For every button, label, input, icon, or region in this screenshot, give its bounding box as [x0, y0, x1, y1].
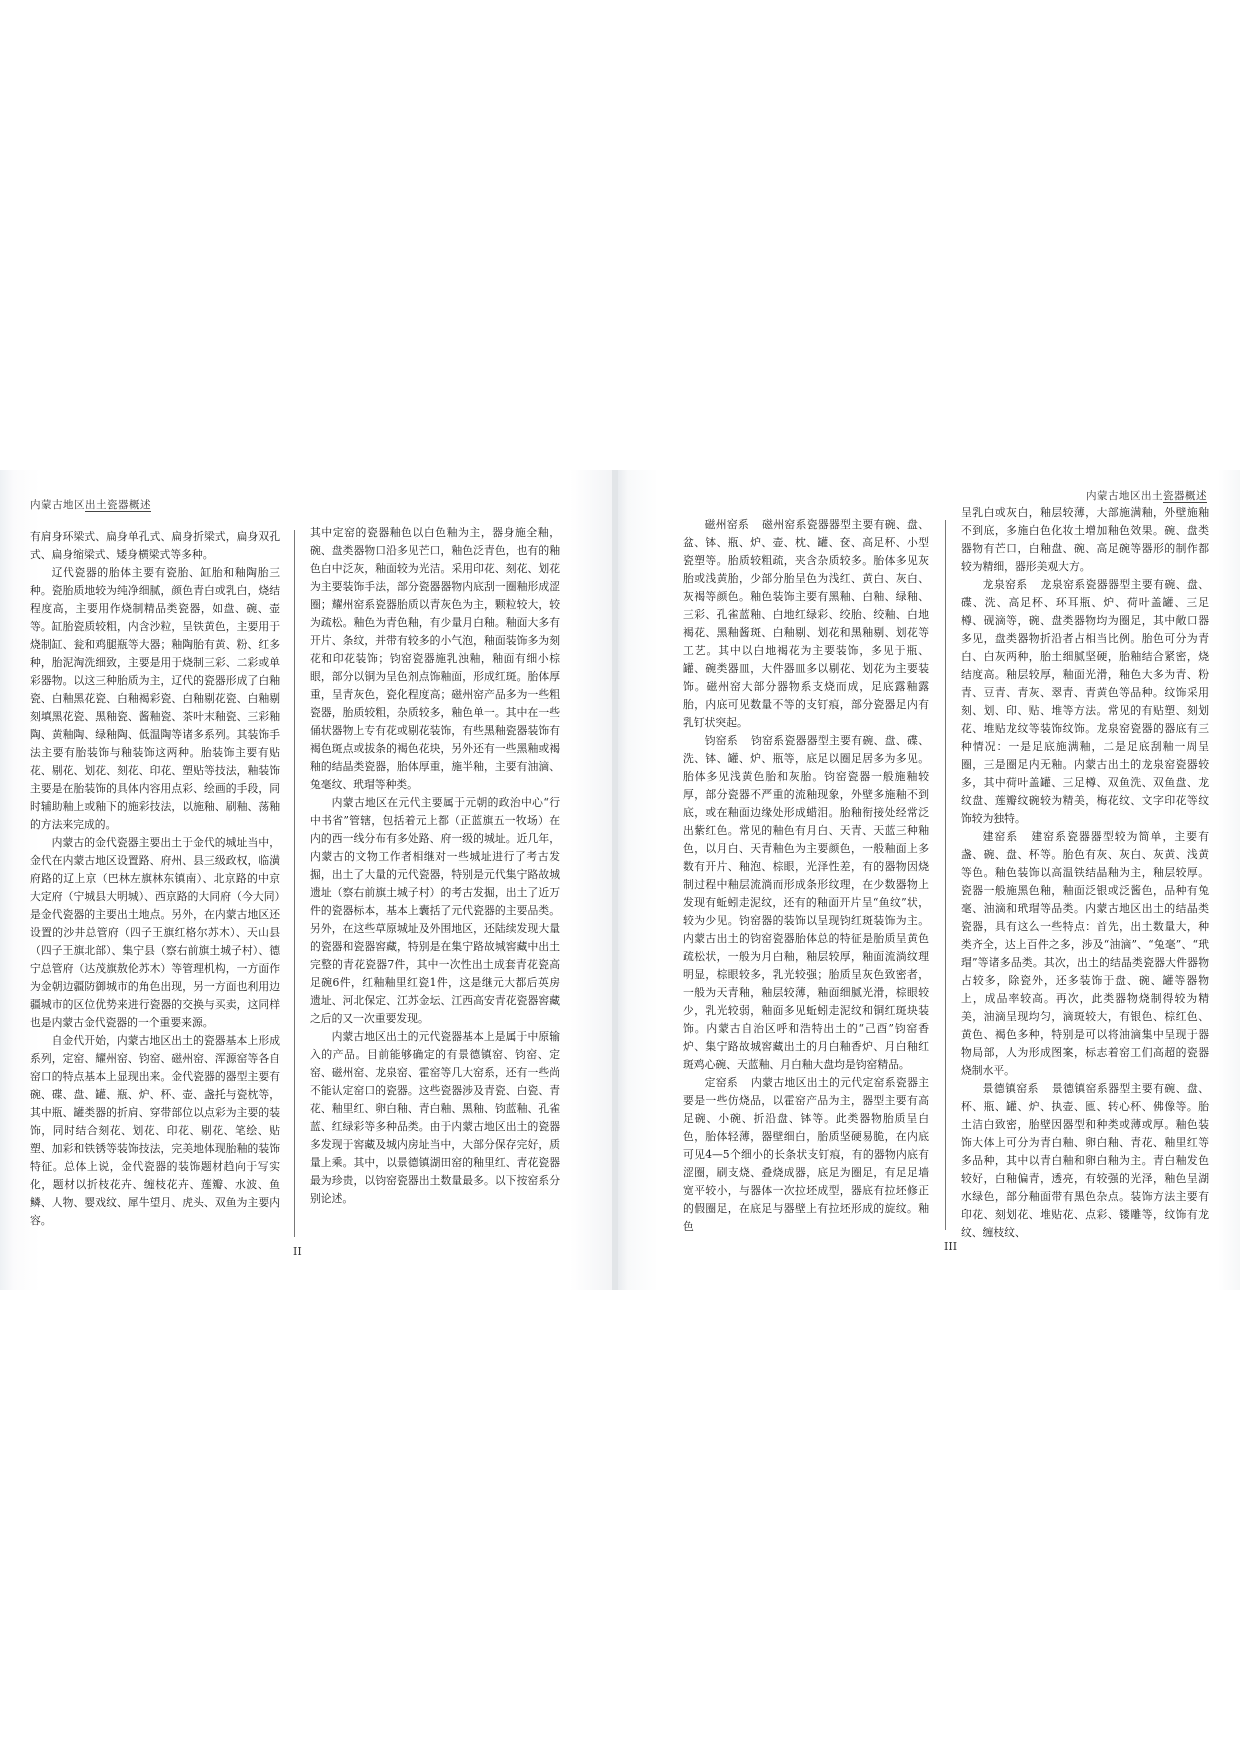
section-heading: 建窑系 [982, 830, 1019, 843]
paragraph-text: 呈乳白或灰白，釉层较薄，大部施满釉，外壁施釉不到底，多施白色化妆土增加釉色效果。碗、盘类器物有芒口，白釉盘、碗、高足碗等器形的制作都较为精细，器形美观大方。 [961, 506, 1209, 573]
running-head-underlined: 出土瓷器概述 [85, 499, 151, 511]
paragraph-text: 龙泉窑系瓷器器型主要有碗、盘、碟、洗、高足杯、环耳瓶、炉、荷叶盖罐、三足樽、砚滴等，碗、盘类器物均为圈足，其中敞口器多见，盘类器物折沿者占相当比例。胎色可分为青白、白灰两种，胎土细腻坚硬，胎釉结合紧密，烧结度高。釉层较厚，釉面光滑，釉色大多为青、粉青、豆青、青灰、翠青、青黄色等品种。纹饰采用刻、划、印、贴、堆等方法。常见的有贴塑、刻划花、堆贴龙纹等装饰纹饰。龙泉窑瓷器的器底有三种情况：一是足底施满釉，二是足底刮釉一周呈圈，三是圈足内无釉。内蒙古出土的龙泉窑瓷器较多，其中荷叶盖罐、三足樽、双鱼洗、双鱼盘、龙纹盘、莲瓣纹碗较为精美，梅花纹、文字印花等纹饰较为独特。 [961, 578, 1210, 825]
paragraph [683, 732, 929, 1074]
section-heading: 钧窑系 [704, 734, 739, 747]
paragraph [961, 1080, 1209, 1242]
paragraph-text: 有肩身环梁式、扁身单孔式、扁身折梁式，扁身双孔式、扁身缩梁式、矮身横梁式等多种。 [30, 530, 280, 561]
right-running-head [1086, 488, 1207, 503]
left-page-column-2 [310, 524, 560, 1208]
paragraph-text: 其中定窑的瓷器釉色以白色釉为主，器身施全釉，碗、盘类器物口沿多见芒口，釉色泛青色，也有的釉色白中泛灰，釉面较为光洁。采用印花、刻花、划花为主要装饰手法，部分瓷器器物内底刮一圈釉形成涩圈；耀州窑系瓷器胎质以青灰色为主，颗粒较大，较为疏松。釉色为青色釉，有少量月白釉。釉面大多有开片、条纹，并带有较多的小气泡，釉面装饰多为刻花和印花装饰；钧窑瓷器施乳浊釉，釉面有细小棕眼，部分以铜为呈色剂点饰釉面，形成红斑。胎体厚重，呈青灰色，瓷化程度高；磁州窑产品多为一些粗瓷器，胎质较粗，杂质较多，釉色单一。其中在一些俑状器物上专有花或剔花装饰，有些黑釉瓷器装饰有褐色斑点或拔条的褐色花块，另外还有一些黑釉或褐釉的结晶类瓷器，胎体厚重，施半釉，主要有油滴、兔毫纹、玳瑁等种类。 [310, 526, 560, 791]
paragraph-text: 内蒙古的金代瓷器主要出土于金代的城址当中，金代在内蒙古地区设置路、府州、县三级政权，临潢府路的辽上京（巴林左旗林东镇南）、北京路的中京大定府（宁城县大明城）、西京路的大同府（今大同）是金代瓷器的主要出土地点。另外，在内蒙古地区还设置的沙井总管府（四子王旗红格尔苏木）、天山县（四子王旗北部）、集宁县（察右前旗土城子村）、德宁总管府（达茂旗敖伦苏木）等管理机构，一方面作为金朝边疆防御城市的角色出现，另一方面也利用边疆城市的区位优势来进行瓷器的交换与买卖，这同样也是内蒙古金代瓷器的一个重要来源。 [30, 836, 280, 1029]
paragraph [30, 1032, 280, 1230]
paragraph [30, 564, 280, 834]
paragraph-text: 建窑系瓷器器型较为简单，主要有盏、碗、盘、杯等。胎色有灰、灰白、灰黄、浅黄等色。釉色装饰以高温铁结晶釉为主，釉层较厚。瓷器一般施黑色釉，釉面泛银或泛酱色，品种有兔毫、油滴和玳瑁等品类。内蒙古地区出土的结晶类瓷器，具有这么一些特点：首先，出土数量大，种类齐全，达上百件之多，涉及“油滴”、“兔毫”、“玳瑁”等诸多品类。其次，出土的结晶类瓷器大件器物占较多，除瓷外，还多装饰于盘、碗、罐等器物上，成品率较高。再次，此类器物烧制得较为精美，油滴呈现均匀，滴斑较大，有银色、棕红色、黄色、褐色多种，特别是可以将油滴集中呈现于器物局部，人为形成图案，标志着窑工们高超的瓷器烧制水平。 [961, 830, 1210, 1077]
paragraph-text: 内蒙古地区出土的元代定窑系瓷器主要是一些仿烧品，以霍窑产品为主，器型主要有高足碗、小碗、折沿盘、钵等。此类器物胎质呈白色，胎体轻薄，器壁细白，胎质坚硬易脆，在内底可见4—5个细小的长条状支钉痕，有的器物内底有涩圈，刷支烧、叠烧成器，底足为圈足，有足足墙宽平较小，与器体一次拉坯成型，器底有拉坯修正的假圈足，在底足与器壁上有拉坯形成的旋纹。釉色 [683, 1076, 930, 1233]
paragraph-text: 内蒙古地区出土的元代瓷器基本上是属于中原输入的产品。目前能够确定的有景德镇窑、钧窑、定窑、磁州窑、龙泉窑、霍窑等几大窑系，还有一些尚不能认定窑口的瓷器。这些瓷器涉及青瓷、白瓷、青花、釉里红、卵白釉、青白釉、黑釉、钧蓝釉、孔雀蓝、红绿彩等多种品类。由于内蒙古地区出土的瓷器多发现于窖藏及城内房址当中，大部分保存完好，质量上乘。其中，以景德镇湖田窑的釉里红、青花瓷器最为珍贵，以钧窑瓷器出土数量最多。以下按窑系分别论述。 [310, 1030, 560, 1205]
paragraph [961, 828, 1209, 1080]
paragraph [310, 794, 560, 1028]
right-page-column-2 [961, 504, 1209, 1242]
page-number-left: II [293, 1245, 302, 1258]
section-heading: 磁州窑系 [704, 518, 750, 531]
paragraph [961, 576, 1209, 828]
paragraph-text: 辽代瓷器的胎体主要有瓷胎、缸胎和釉陶胎三种。瓷胎质地较为纯净细腻，颜色青白或乳白，烧结程度高，主要用作烧制精品类瓷器，如盘、碗、壶等。缸胎瓷质较粗，内含沙粒，呈铁黄色，主要用于烧制缸、瓮和鸡腿瓶等大器；釉陶胎有黄、粉、红多种，胎泥淘洗细致，主要是用于烧制三彩、二彩或单彩器物。以这三种胎质为主，辽代的瓷器形成了白釉瓷、白釉黑花瓷、白釉褐彩瓷、白釉剔花瓷、白釉剔刻填黑花瓷、黑釉瓷、酱釉瓷、茶叶末釉瓷、三彩釉陶、黄釉陶、绿釉陶、低温陶等诸多系列。其装饰手法主要有胎装饰与釉装饰这两种。胎装饰主要有贴花、剔花、划花、刻花、印花、塑贴等技法，釉装饰主要是在胎装饰的具体内容用点彩、绘画的手段，同时辅助釉上或釉下的施彩技法，以施釉、刷釉、荡釉的方法来完成的。 [30, 566, 280, 831]
running-head-text: 内蒙古地区 [30, 499, 85, 511]
paragraph-text: 景德镇窑系器型主要有碗、盘、杯、瓶、罐、炉、执壶、匜、转心杯、佛像等。胎土洁白致密，胎壁因器型和种类或薄或厚。釉色装饰大体上可分为青白釉、卵白釉、青花、釉里红等多品种，其中以青白釉和卵白釉为主。青白釉发色较好，白釉偏青，透亮，有较强的光泽，釉色呈湖水绿色，部分釉面带有黑色杂点。装饰方法主要有印花、刻划花、堆贴花、点彩、镂雕等，纹饰有龙纹、缠枝纹、 [961, 1082, 1210, 1239]
page-number-right: III [944, 1240, 958, 1253]
paragraph-text: 自金代开始，内蒙古地区出土的瓷器基本上形成系列，定窑、耀州窑、钧窑、磁州窑、浑源窑等各自窑口的特点基本上显现出来。金代瓷器的器型主要有碗、碟、盘、罐、瓶、炉、杯、壶、盏托与瓷枕等，其中瓶、罐类器的折肩、穿带部位以点彩为主要的装饰，同时结合刻花、划花、印花、剔花、笔绘、贴塑、加彩和铁锈等装饰技法，完美地体现胎釉的装饰特征。总体上说，金代瓷器的装饰题材趋向于写实化，题材以折枝花卉、缠枝花卉、莲瓣、水波、鱼鳞、人物、婴戏纹、犀牛望月、虎头、双鱼为主要内容。 [30, 1034, 280, 1227]
column-divider [294, 530, 295, 1237]
paragraph-text: 钧窑系瓷器器型主要有碗、盘、碟、洗、钵、罐、炉、瓶等，底足以圈足居多为多见。胎体多见浅黄色胎和灰胎。钧窑瓷器一般施釉较厚，部分瓷器不严重的流釉现象，外壁多施釉不到底，或在釉面边缘处形成蜡泪。胎釉衔接处经常泛出紫红色。常见的釉色有月白、天青、天蓝三种釉色，以月白、天青釉色为主要颜色，一般釉面上多数有开片、釉泡、棕眼，光泽性差，有的器物因烧制过程中釉层流淌而形成条形纹理，在少数器物上发现有蚯蚓走泥纹，还有的釉面开片呈“鱼纹”状，较为少见。钧窑器的装饰以呈现钧红斑装饰为主。内蒙古出土的钧窑瓷器胎体总的特征是胎质呈黄色疏松状，一般为月白釉，釉层较厚，釉面流淌纹理明显，棕眼较多，乳光较强；胎质呈灰色致密者，一般为天青釉，釉层较薄，釉面细腻光滑，棕眼较少，乳光较弱，釉面多见蚯蚓走泥纹和铜红斑块装饰。内蒙古自治区呼和浩特出土的“己酉”钧窑香炉、集宁路故城窖藏出土的月白釉香炉、月白釉红斑鸡心碗、天蓝釉、月白釉大盘均是钧窑精品。 [683, 734, 930, 1071]
column-divider [945, 520, 946, 1230]
left-running-head [30, 497, 151, 512]
paragraph-text: 内蒙古地区在元代主要属于元朝的政治中心“行中书省”管辖，包括着元上都（正蓝旗五一牧场）在内的西一线分布有多处路、府一级的城址。近几年，内蒙古的文物工作者相继对一些城址进行了考古发掘，出土了大量的元代瓷器，特别是元代集宁路故城遗址（察右前旗土城子村）的考古发掘，出土了近万件的瓷器标本，基本上囊括了元代瓷器的主要品类。另外，在这些草原城址及外围地区，还陆续发现大量的瓷器和瓷器窖藏，特别是在集宁路故城窖藏中出土完整的青花瓷器7件，其中一次性出土成套青花瓷高足碗6件，红釉釉里红瓷1件，这是继元大都后英房遗址、河北保定、江苏金坛、江西高安青花瓷器窖藏之后的又一次重要发现。 [310, 796, 560, 1025]
right-page-column-1 [683, 516, 929, 1236]
running-head-text: 内蒙古地区出土 [1086, 490, 1163, 502]
section-heading: 定窑系 [704, 1076, 739, 1089]
section-heading: 龙泉窑系 [982, 578, 1028, 591]
paragraph [310, 1028, 560, 1208]
section-heading: 景德镇窑系 [982, 1082, 1039, 1095]
left-page-column-1 [30, 528, 280, 1230]
paragraph [310, 524, 560, 794]
paragraph [683, 516, 929, 732]
paragraph [30, 834, 280, 1032]
paragraph [961, 504, 1209, 576]
paragraph-text: 磁州窑系瓷器器型主要有碗、盘、盆、钵、瓶、炉、壶、枕、罐、奁、高足杯、小型瓷塑等。胎质较粗疏，夹含杂质较多。胎体多见灰胎或浅黄胎，少部分胎呈色为浅红、黄白、灰白、灰褐等颜色。釉色装饰主要有黑釉、白釉、绿釉、三彩、孔雀蓝釉、白地红绿彩、绞胎、绞釉、白地褐花、黑釉酱斑、白釉剔、划花和黑釉剔、划花等工艺。其中以白地褐花为主要装饰，多见于瓶、罐、碗类器皿，大件器皿多以剔花、划花为主要装饰。磁州窑大部分器物系支烧而成，足底露釉露胎，内底可见数量不等的支钉痕，部分瓷器足内有乳钉状突起。 [683, 518, 930, 729]
paragraph [30, 528, 280, 564]
paragraph [683, 1074, 929, 1236]
running-head-underlined: 瓷器概述 [1163, 490, 1207, 502]
